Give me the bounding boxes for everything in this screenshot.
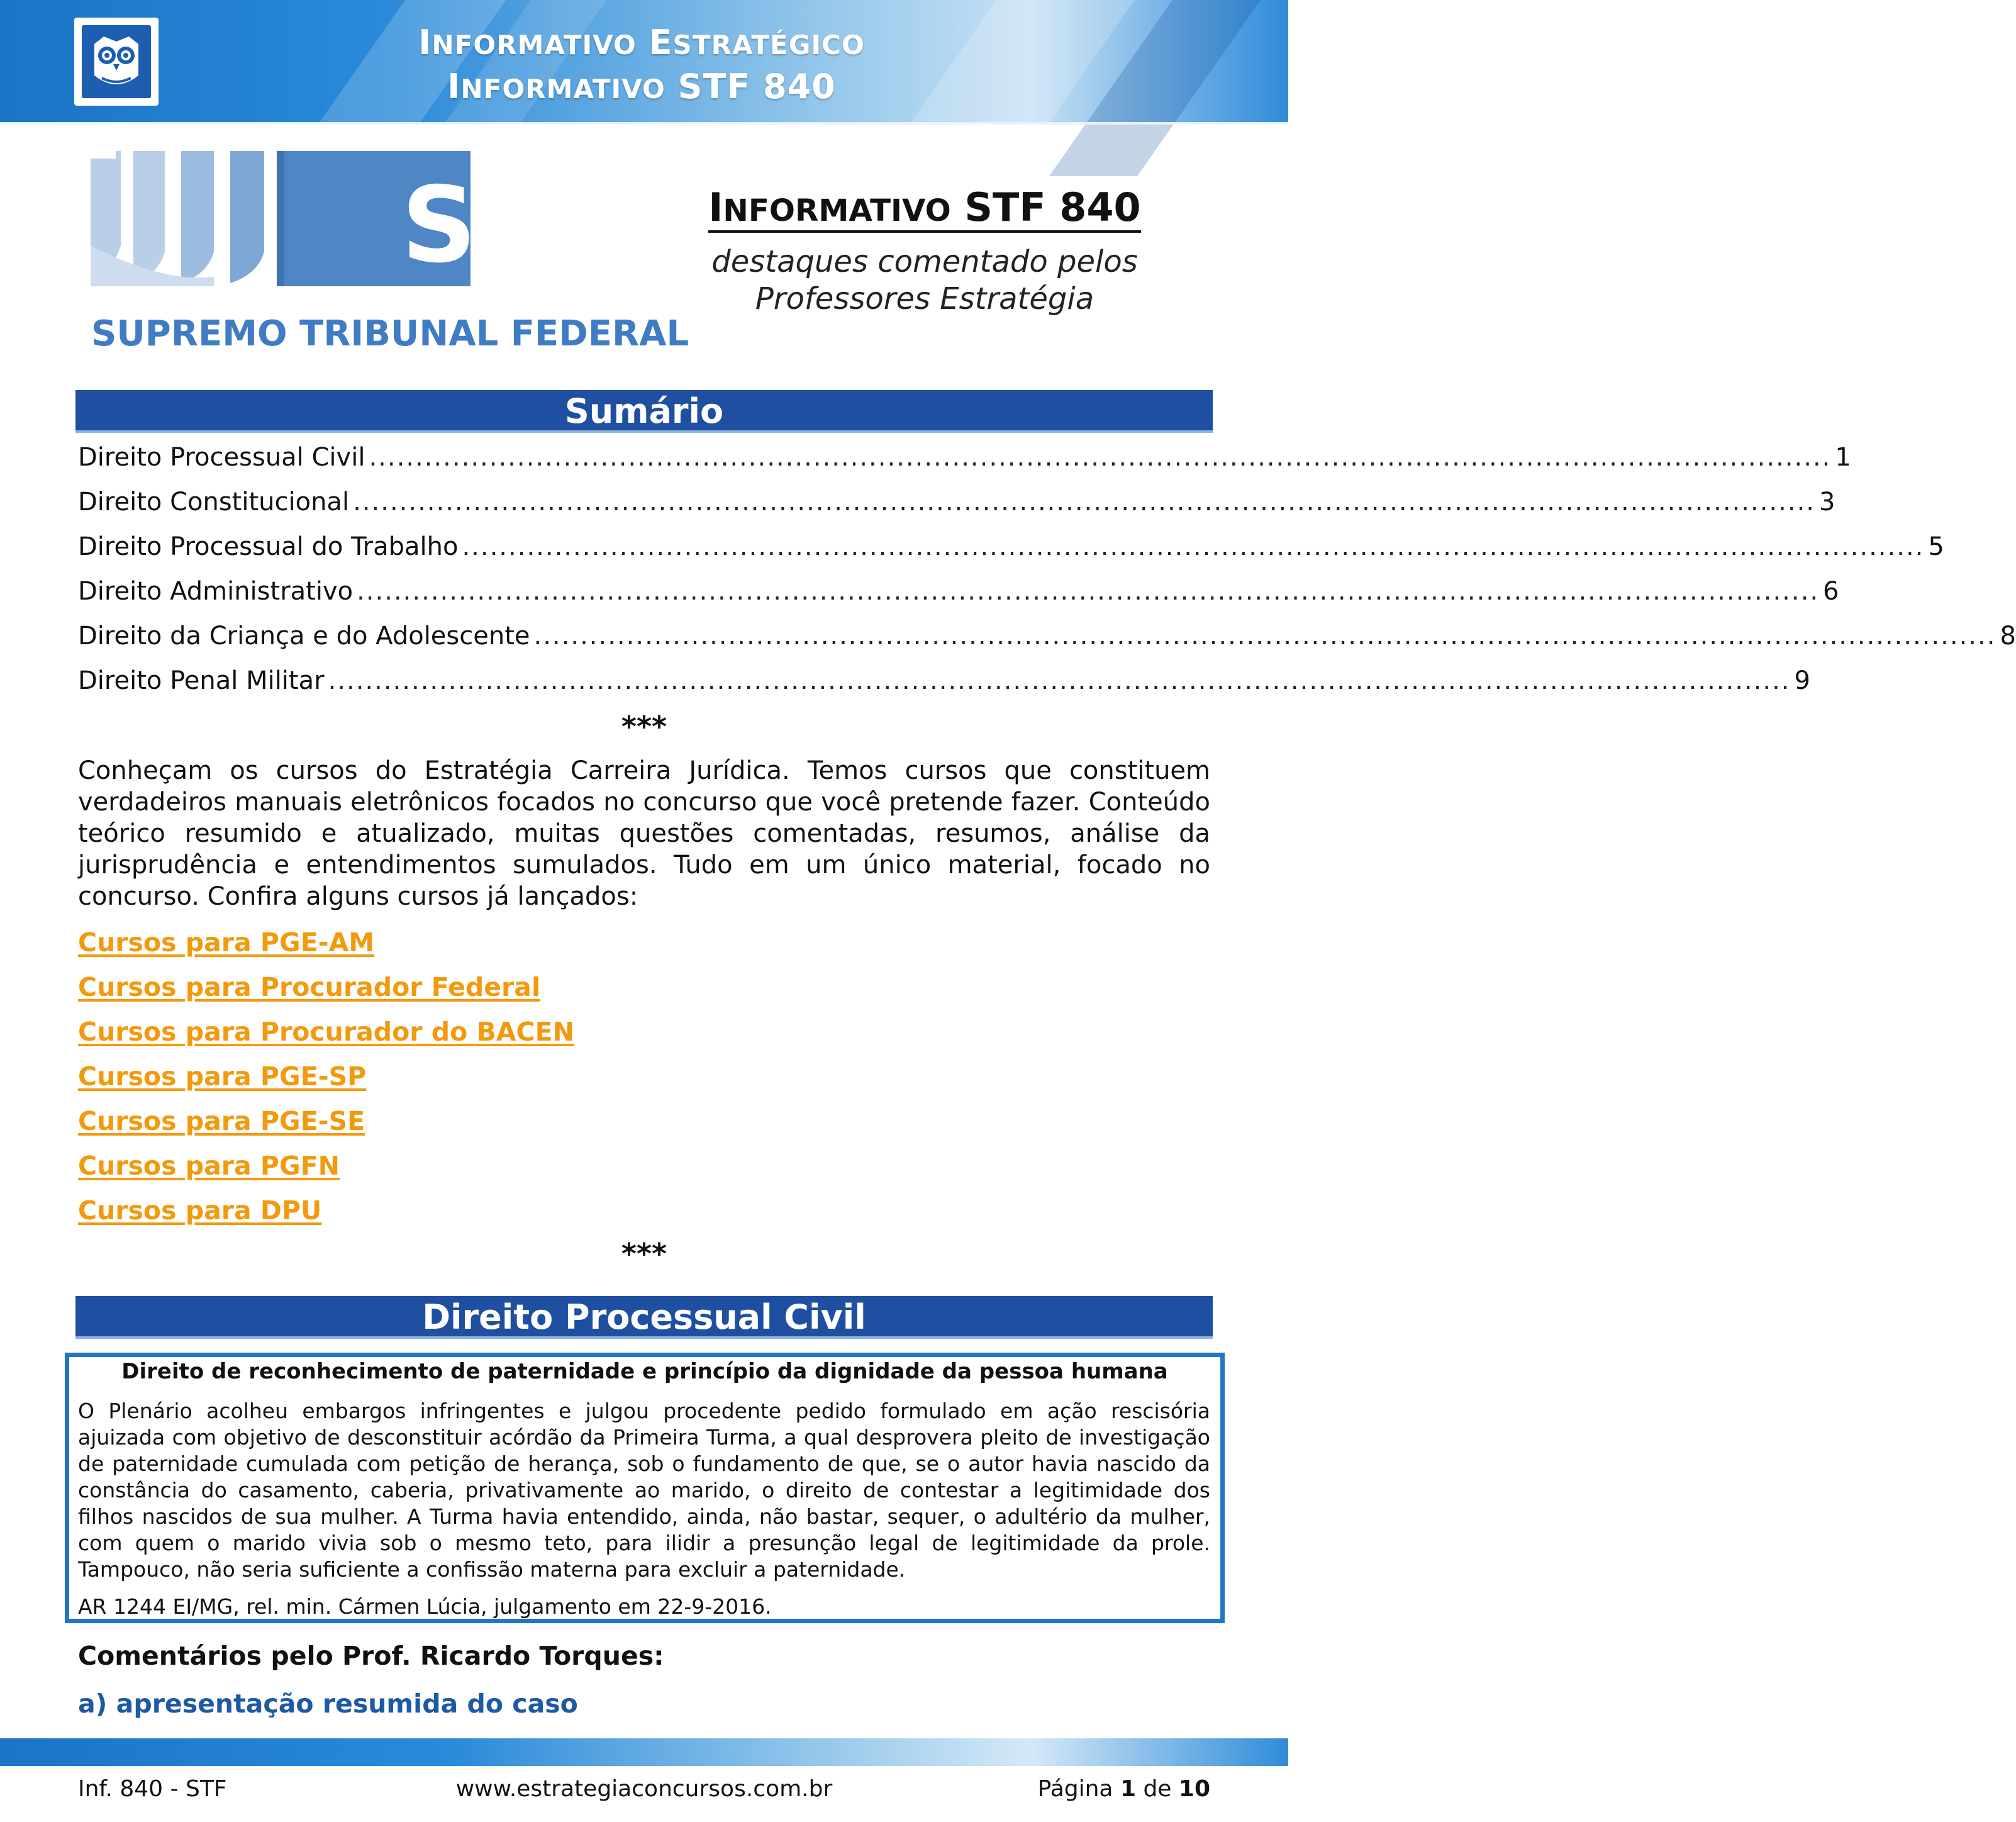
toc-item-label: Direito da Criança e do Adolescente — [78, 622, 530, 651]
toc-item[interactable] — [78, 532, 1944, 569]
header-title-line-1: INFORMATIVO ESTRATÉGICO — [418, 23, 865, 62]
header-divider — [0, 122, 1288, 125]
footer-document-label: Inf. 840 - STF — [78, 1776, 227, 1802]
toc-item-label: Direito Processual do Trabalho — [78, 532, 459, 561]
section-heading-direito-processual-civil: Direito Processual Civil — [75, 1296, 1213, 1339]
toc-item-label: Direito Penal Militar — [78, 666, 325, 695]
course-link-dpu[interactable]: Cursos para DPU — [78, 1195, 322, 1226]
toc-item[interactable] — [78, 488, 1835, 524]
course-link-procurador-bacen[interactable]: Cursos para Procurador do BACEN — [78, 1017, 574, 1047]
separator: *** — [621, 710, 667, 744]
toc-leader: .............................................................................................................................................................. — [328, 666, 1791, 695]
toc-leader: .............................................................................................................................................................. — [462, 532, 1925, 561]
total-page-count: 10 — [1178, 1776, 1210, 1802]
case-reference: AR 1244 EI/MG, rel. min. Cármen Lúcia, julgamento em 22-9-2016. — [78, 1594, 772, 1619]
intro-paragraph: Conheçam os cursos do Estratégia Carreira Jurídica. Temos cursos que constituem verdadeiros manuais eletrônicos focados no concurso que você pretende fazer. Conteúdo teórico resumido e atualizado, muitas questões comentadas, resumos, análise da jurisprudência e entendimentos sumulados. Tudo em um único material, focado no concurso. Confira alguns cursos já lançados: — [78, 756, 1210, 911]
case-summary-title: Direito de reconhecimento de paternidade e princípio da dignidade da pessoa humana — [121, 1359, 1168, 1384]
footer-website-link[interactable]: www.estrategiaconcursos.com.br — [455, 1776, 833, 1802]
course-link-pgfn[interactable]: Cursos para PGFN — [78, 1151, 340, 1181]
toc-leader: .............................................................................................................................................................. — [369, 443, 1832, 472]
summary-heading: Sumário — [75, 390, 1213, 433]
footer-page-indicator: Página 1 de 10 — [1037, 1776, 1210, 1802]
toc-item-label: Direito Processual Civil — [78, 443, 365, 472]
subheading-case-overview: a) apresentação resumida do caso — [78, 1689, 578, 1719]
toc-page-number: 6 — [1823, 577, 1839, 606]
toc-page-number: 8 — [2000, 622, 2016, 651]
current-page-number: 1 — [1120, 1776, 1136, 1802]
course-link-pge-am[interactable]: Cursos para PGE-AM — [78, 927, 375, 958]
toc-page-number: 3 — [1819, 488, 1835, 517]
toc-leader: .............................................................................................................................................................. — [357, 577, 1820, 606]
header-title-line-2: INFORMATIVO STF 840 — [447, 67, 836, 106]
case-summary-body: O Plenário acolheu embargos infringentes e julgou procedente pedido formulado em ação rescisória ajuizada com objetivo de desconstituir acórdão da Primeira Turma, a qual desprovera pleito de investigação de paternidade cumulada com petição de herança, sob o fundamento de que, se o autor havia nascido da constância do casamento, caberia, privativamente ao marido, o direito de contestar a legitimidade dos filhos nascidos de sua mulher. A Turma havia entendido, ainda, não bastar, sequer, o adultério da mulher, com quem o marido vivia sob o mesmo teto, para ilidir a presunção legal de legitimidade da prole. Tampouco, não seria suficiente a confissão materna para excluir a paternidade. — [78, 1399, 1210, 1582]
toc-leader: .............................................................................................................................................................. — [533, 622, 1997, 651]
footer-band — [0, 1738, 1288, 1766]
document-title: INFORMATIVO STF 840 — [673, 184, 1176, 230]
comments-heading: Comentários pelo Prof. Ricardo Torques: — [78, 1641, 664, 1671]
toc-leader: .............................................................................................................................................................. — [353, 488, 1816, 517]
toc-item[interactable] — [78, 443, 1851, 479]
separator: *** — [621, 1237, 667, 1271]
toc-item-label: Direito Constitucional — [78, 488, 350, 517]
stf-logo-caption: SUPREMO TRIBUNAL FEDERAL — [91, 313, 689, 354]
toc-item[interactable] — [78, 666, 1810, 703]
toc-item[interactable] — [78, 622, 2016, 658]
toc-item-label: Direito Administrativo — [78, 577, 354, 606]
toc-page-number: 5 — [1928, 532, 1944, 561]
course-link-pge-sp[interactable]: Cursos para PGE-SP — [78, 1061, 367, 1092]
course-link-pge-se[interactable]: Cursos para PGE-SE — [78, 1106, 365, 1136]
course-link-procurador-federal[interactable]: Cursos para Procurador Federal — [78, 972, 540, 1002]
owl-icon[interactable] — [74, 18, 159, 106]
document-subtitle-line-2: Professores Estratégia — [755, 281, 1094, 316]
document-subtitle-line-1: destaques comentado pelos — [711, 244, 1138, 279]
stf-logo-word: STF — [401, 165, 623, 286]
toc-page-number: 1 — [1835, 443, 1851, 472]
toc-page-number: 9 — [1794, 666, 1810, 695]
toc-item[interactable] — [78, 577, 1839, 613]
